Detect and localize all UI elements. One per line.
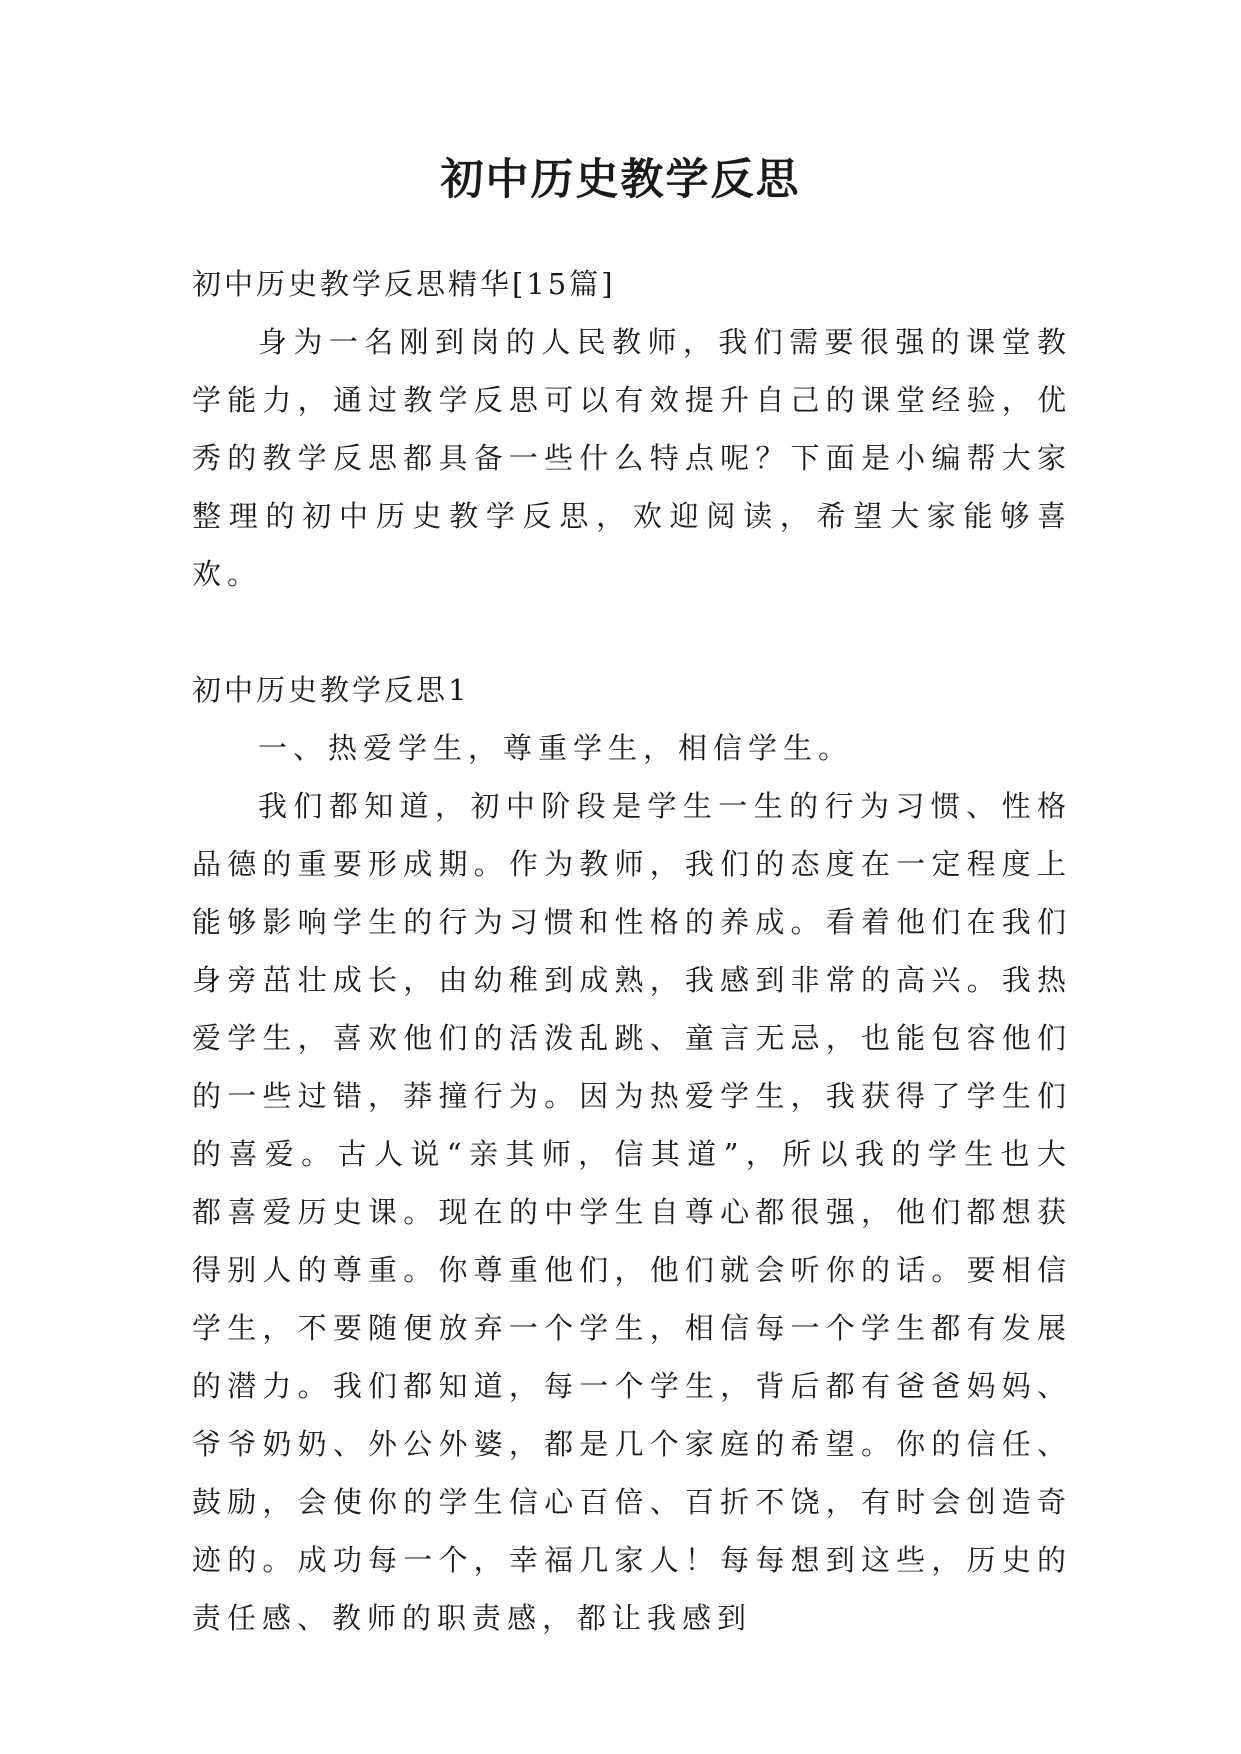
section-body-paragraph: 我们都知道，初中阶段是学生一生的行为习惯、性格品德的重要形成期。作为教师，我们的态度在一定程度上能够影响学生的行为习惯和性格的养成。看着他们在我们身旁茁壮成长，由幼稚到成熟，我感到非常的高兴。我热爱学生，喜欢他们的活泼乱跳、童言无忌，也能包容他们的一些过错，莽撞行为。因为热爱学生，我获得了学生们的喜爱。古人说“亲其师，信其道”，所以我的学生也大都喜爱历史课。现在的中学生自尊心都很强，他们都想获得别人的尊重。你尊重他们，他们就会听你的话。要相信学生，不要随便放弃一个学生，相信每一个学生都有发展的潜力。我们都知道，每一个学生，背后都有爸爸妈妈、爷爷奶奶、外公外婆，都是几个家庭的希望。你的信任、鼓励，会使你的学生信心百倍、百折不饶，有时会创造奇迹的。成功每一个，幸福几家人！每每想到这些，历史的责任感、教师的职责感，都让我感到 bbox=[192, 789, 1072, 1635]
document-title: 初中历史教学反思 bbox=[440, 155, 801, 205]
section-point: 一、热爱学生，尊重学生，相信学生。 bbox=[258, 731, 854, 765]
intro-paragraph: 身为一名刚到岗的人民教师，我们需要很强的课堂教学能力，通过教学反思可以有效提升自己的课堂经验，优秀的教学反思都具备一些什么特点呢？下面是小编帮大家整理的初中历史教学反思，欢迎阅读，希望大家能够喜欢。 bbox=[192, 325, 1072, 591]
document-body bbox=[192, 255, 1072, 1647]
document-subtitle: 初中历史教学反思精华[15篇] bbox=[192, 267, 616, 301]
section-heading: 初中历史教学反思1 bbox=[192, 673, 470, 707]
paragraph-spacer bbox=[192, 603, 1072, 661]
